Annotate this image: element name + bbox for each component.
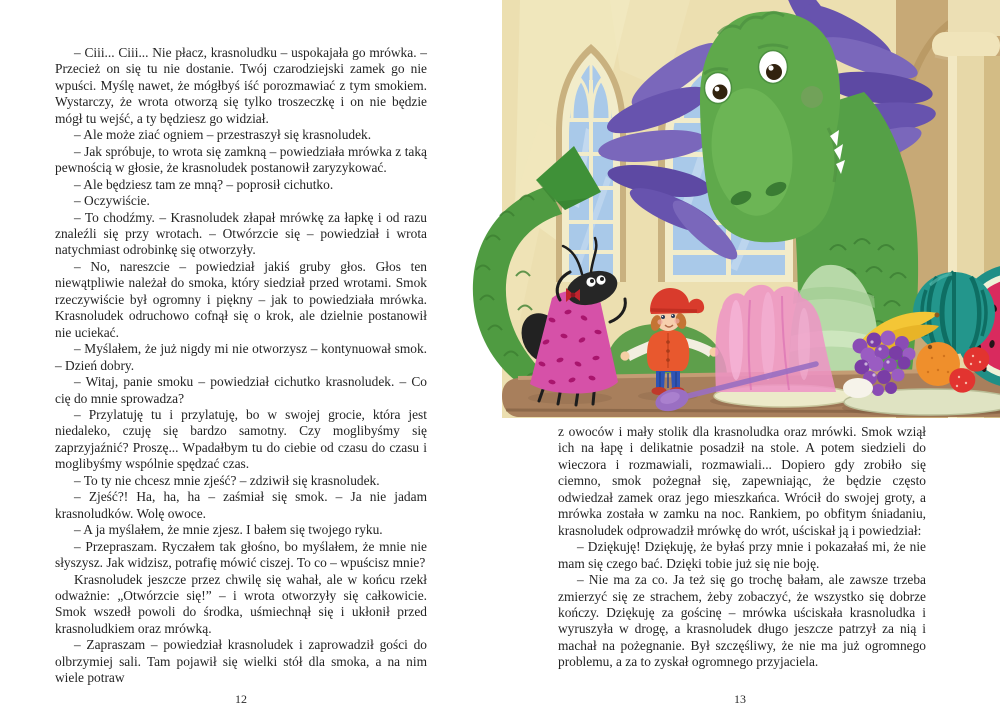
paragraph: – Jak spróbuje, to wrota się zamkną – powiedziała mrówka z taką pewnością w głosie, że krasnoludek postanowił zaryzykować. <box>55 143 427 176</box>
paragraph: – Nie ma za co. Ja też się go trochę bałam, ale zawsze trzeba zmierzyć się ze strachem, żeby zobaczyć, że wszystko się dobrze kończy. Dziękuję za gościnę – mrówka uściskała krasnoludka i wyruszyła w drogę, a krasnoludek długo jeszcze patrzył za nią i machał na pożegnanie. Był szczęśliwy, że nie ma już ogromnego problemu, a za to zyskał ogromnego przyjaciela. <box>558 572 926 670</box>
illustration <box>460 0 1000 430</box>
paragraph: – Przylatuję tu i przylatuję, bo w swojej grocie, która jest niedaleko, czuję się bardzo samotny. Czy moglibyśmy się zaprzyjaźnić? Proszę... Wpadałbym tu do ciebie od czasu do czasu i moglibyśmy wspólnie spędzać czas. <box>55 406 427 472</box>
paragraph: – Zapraszam – powiedział krasnoludek i zaprowadził gości do olbrzymiej sali. Tam pojawił się wielki stół dla smoka, a na nim wiele potraw <box>55 637 427 686</box>
right-page-text <box>558 424 926 671</box>
paragraph: – To chodźmy. – Krasnoludek złapał mrówkę za łapkę i od razu znaleźli się przy wrotach. – Otwórzcie się – powiedział i wrota natychmiast odrobinkę się otworzyły. <box>55 209 427 258</box>
paragraph: – Myślałem, że już nigdy mi nie otworzysz – kontynuował smok. – Dzień dobry. <box>55 341 427 373</box>
paragraph: – Oczywiście. <box>74 193 150 209</box>
paragraph: – Ale może ziać ogniem – przestraszył się krasnoludek. <box>74 127 372 143</box>
page-number-right: 13 <box>734 692 746 706</box>
paragraph: – Witaj, panie smoku – powiedział cichutko krasnoludek. – Co cię do mnie sprowadza? <box>55 374 427 406</box>
paragraph: – Dziękuję! Dziękuję, że byłaś przy mnie i pokazałaś mi, że nie mam się czego bać. Dzięki tobie już się nie boję. <box>558 539 926 571</box>
paragraph: – A ja myślałem, że mnie zjesz. I bałem się twojego ryku. <box>74 522 383 538</box>
paragraph: Krasnoludek jeszcze przez chwilę się wahał, ale w końcu rzekł odważnie: „Otwórzcie się!” – i wrota otworzyły się całkowicie. Smok wszedł powoli do środka, uśmiechnął się i ukłonił przed krasnoludkiem oraz mrówką. <box>55 571 427 636</box>
paragraph: – To ty nie chcesz mnie zjeść? – zdziwił się krasnoludek. <box>74 472 380 488</box>
cream-dollop <box>843 378 873 398</box>
paragraph: – Ciii... Ciii... Nie płacz, krasnoludku – uspokajała go mrówka. – Przecież on się tu nie dostanie. Twój czarodziejski zamek go nie wpuści. Myślę nawet, że mógłbyś iść porozmawiać z tym smokiem. Wystarczy, że wrota otworzą się tylko troszeczkę i on nie będzie mógł tu wejść, a ty będziesz go widział. <box>55 45 427 126</box>
page-number-left: 12 <box>235 692 247 706</box>
paragraph: – No, nareszcie – powiedział jakiś gruby głos. Głos ten niewątpliwie należał do smoka, który siedział przed wrotami. Smok rzeczywiście był ogromny i piękny – jak to powiedziała mrówka. Krasnoludek odruchowo cofnął się o krok, ale dzielnie postanowił nie uciekać. <box>55 258 427 340</box>
dragon-head <box>700 12 845 243</box>
paragraph: – Zjeść?! Ha, ha, ha – zaśmiał się smok. – Ja nie jadam krasnoludków. Wolę owoce. <box>55 489 427 521</box>
paragraph: – Ale będziesz tam ze mną? – poprosił cichutko. <box>74 176 334 192</box>
left-page-text <box>55 45 427 687</box>
paragraph: z owoców i mały stolik dla krasnoludka oraz mrówki. Smok wziął ich na łapę i delikatnie posadził na stole. A potem siedzieli do wieczora i rozmawiali, rozmawiali... Dopiero gdy zrobiło się ciemno, smok pożegnał się, zapewniając, że będzie często odwiedzał zamek oraz jego mieszkańca. Wrócił do swojej groty, a mrówka została w zamku na noc. Rankiem, po obfitym śniadaniu, krasnoludek odprowadził mrówkę do wrót, uściskał ją i powiedział: <box>558 424 926 538</box>
paragraph: – Przepraszam. Ryczałem tak głośno, bo myślałem, że mnie nie słyszysz. Jak widzisz, potrafię mówić ciszej. To co – wpuścisz mnie? <box>55 538 427 571</box>
